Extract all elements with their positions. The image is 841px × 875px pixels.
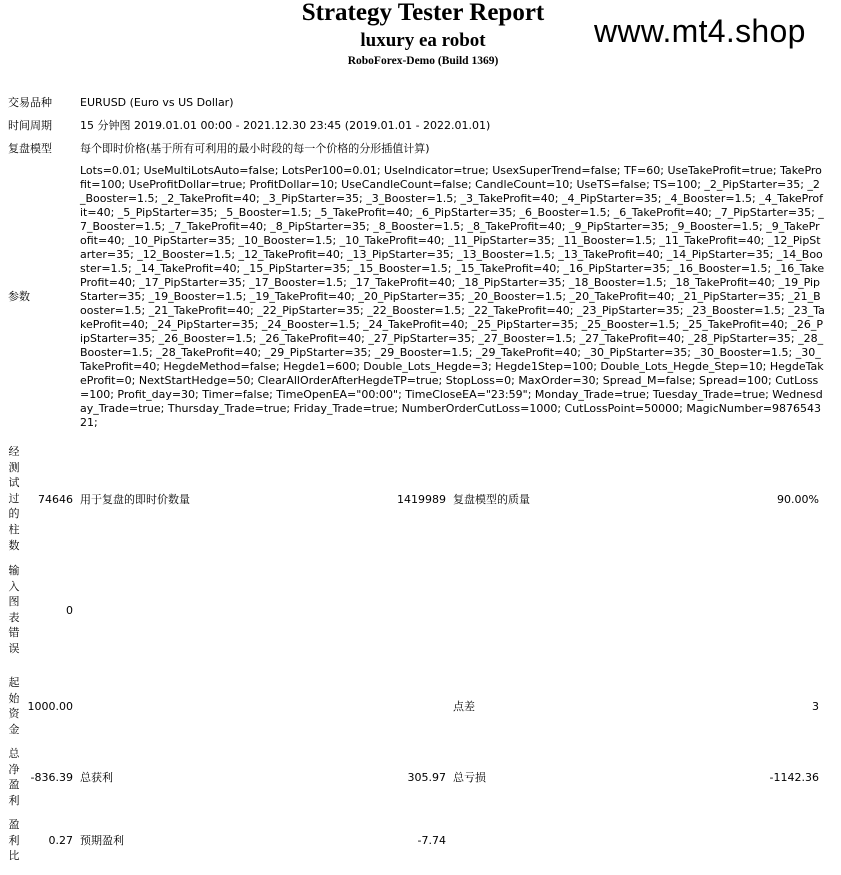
profit-factor-value: 0.27	[48, 834, 73, 847]
label-char: 测	[8, 460, 20, 474]
server-build: RoboForex-Demo (Build 1369)	[347, 55, 499, 67]
errors-value: 0	[66, 604, 73, 617]
gross-profit-value: 305.97	[407, 771, 446, 784]
label-char: 起	[8, 676, 20, 689]
quality-label: 复盘模型的质量	[453, 493, 530, 506]
report-title: Strategy Tester Report	[301, 0, 545, 26]
quality-value: 90.00%	[777, 493, 819, 506]
net-profit-label	[8, 746, 20, 808]
label-char: 总	[8, 747, 20, 760]
label-char: 利	[8, 833, 20, 847]
ticks-value: 1419989	[397, 493, 446, 506]
profit-factor-label	[8, 817, 20, 864]
period-value: 15 分钟图 2019.01.01 00:00 - 2021.12.30 23:45 (2019.01.01 - 2022.01.01)	[80, 119, 491, 132]
label-char: 错	[8, 626, 20, 640]
label-char: 表	[8, 610, 20, 624]
bars-label	[8, 444, 20, 553]
gross-loss-label: 总亏损	[453, 771, 486, 784]
symbol-value: EURUSD (Euro vs US Dollar)	[80, 96, 234, 109]
params-label: 参数	[8, 290, 30, 303]
model-value: 每个即时价格(基于所有可利用的最小时段的每一个价格的分形插值计算)	[80, 142, 430, 155]
symbol-label: 交易品种	[8, 96, 52, 109]
gross-loss-value: -1142.36	[769, 771, 819, 784]
label-char: 比	[8, 849, 20, 863]
deposit-value: 1000.00	[27, 700, 73, 713]
gross-profit-label: 总获利	[80, 771, 113, 784]
label-char: 数	[8, 538, 20, 552]
params-value: Lots=0.01; UseMultiLotsAuto=false; LotsPer100=0.01; UseIndicator=true; UsexSuperTrend=false; TF=60; UseTakeProfit=true; TakeProfit=100; UseProfitDollar=true; ProfitDollar=10; UseCandleCount=false; CandleCount=10; UseTS=false; TS=100; _2_PipStarter=35; _2_Booster=1.5; _2_TakeProfit=40; _3_PipStarter=35; _3_Booster=1.5; _3_TakeProfit=40; _4_PipStarter=35; _4_Booster=1.5; _4_TakeProfit=40; _5_PipStarter=35; _5_Booster=1.5; _5_TakeProfit=40; _6_PipStarter=35; _6_Booster=1.5; _6_TakeProfit=40; _7_PipStarter=35; _7_Booster=1.5; _7_TakeProfit=40; _8_PipStarter=35; _8_Booster=1.5; _8_TakeProfit=40; _9_PipStarter=35; _9_Booster=1.5; _9_TakeProfit=40; _10_PipStarter=35; _10_Booster=1.5; _10_TakeProfit=40; _11_PipStarter=35; _11_Booster=1.5; _11_TakeProfit=40; _12_PipStarter=35; _12_Booster=1.5; _12_TakeProfit=40; _13_PipStarter=35; _13_Booster=1.5; _13_TakeProfit=40; _14_PipStarter=35; _14_Booster=1.5; _14_TakeProfit=40; _15_PipStarter=35; _15_Booster=1.5; _15_TakeProfit=40; _16_PipStarter=35; _16_Booster=1.5; _16_TakeProfit=40; _17_PipStarter=35; _17_Booster=1.5; _17_TakeProfit=40; _18_PipStarter=35; _18_Booster=1.5; _18_TakeProfit=40; _19_PipStarter=35; _19_Booster=1.5; _19_TakeProfit=40; _20_PipStarter=35; _20_Booster=1.5; _20_TakeProfit=40; _21_PipStarter=35; _21_Booster=1.5; _21_TakeProfit=40; _22_PipStarter=35; _22_Booster=1.5; _22_TakeProfit=40; _23_PipStarter=35; _23_Booster=1.5; _23_TakeProfit=40; _24_PipStarter=35; _24_Booster=1.5; _24_TakeProfit=40; _25_PipStarter=35; _25_Booster=1.5; _25_TakeProfit=40; _26_PipStarter=35; _26_Booster=1.5; _26_TakeProfit=40; _27_PipStarter=35; _27_Booster=1.5; _27_TakeProfit=40; _28_PipStarter=35; _28_Booster=1.5; _28_TakeProfit=40; _29_PipStarter=35; _29_Booster=1.5; _29_TakeProfit=40; _30_PipStarter=35; _30_Booster=1.5; _30_TakeProfit=40; HegdeMethod=false; Hegde1=600; Double_Lots_Hegde=3; Hegde1Step=100; Double_Lots_Hegde_Step=10; HegdeTakeProfit=0; NextStartHedge=50; ClearAllOrderAfterHegdeTP=true; StopLoss=0; MaxOrder=30; Spread_M=false; Spread=100; CutLoss=100; Profit_day=30; Timer=false; TimeOpenEA="00:00"; TimeCloseEA="23:59"; Monday_Trade=true; Tuesday_Trade=true; Wednesday_Trade=true; Thursday_Trade=true; Friday_Trade=true; NumberOrderCutLoss=1000; CutLossPoint=50000; MagicNumber=987654321;	[80, 164, 825, 429]
bars-value: 74646	[38, 493, 73, 506]
label-char: 始	[8, 691, 20, 705]
label-char: 盈	[8, 778, 20, 792]
spread-label: 点差	[453, 700, 475, 713]
watermark-text: www.mt4.shop	[594, 13, 806, 49]
expected-payoff-label: 预期盈利	[80, 834, 124, 847]
label-char: 经	[8, 445, 20, 458]
label-char: 试	[8, 476, 20, 490]
spread-value: 3	[812, 700, 819, 713]
label-char: 输	[8, 564, 20, 577]
label-char: 柱	[8, 522, 20, 536]
label-char: 净	[8, 762, 20, 776]
ticks-label: 用于复盘的即时价数量	[80, 493, 190, 506]
net-profit-value: -836.39	[30, 771, 73, 784]
period-label: 时间周期	[8, 119, 52, 132]
expert-name: luxury ea robot	[360, 30, 486, 51]
label-char: 的	[8, 507, 20, 521]
deposit-label	[8, 675, 20, 737]
label-char: 入	[8, 579, 20, 593]
label-char: 利	[8, 793, 20, 807]
errors-label	[8, 563, 20, 657]
expected-payoff-value: -7.74	[417, 834, 446, 847]
label-char: 图	[8, 595, 20, 609]
model-label: 复盘模型	[8, 142, 52, 155]
label-char: 盈	[8, 818, 20, 831]
label-char: 过	[8, 491, 20, 505]
label-char: 误	[8, 641, 20, 655]
label-char: 金	[8, 722, 20, 736]
label-char: 资	[8, 707, 20, 721]
